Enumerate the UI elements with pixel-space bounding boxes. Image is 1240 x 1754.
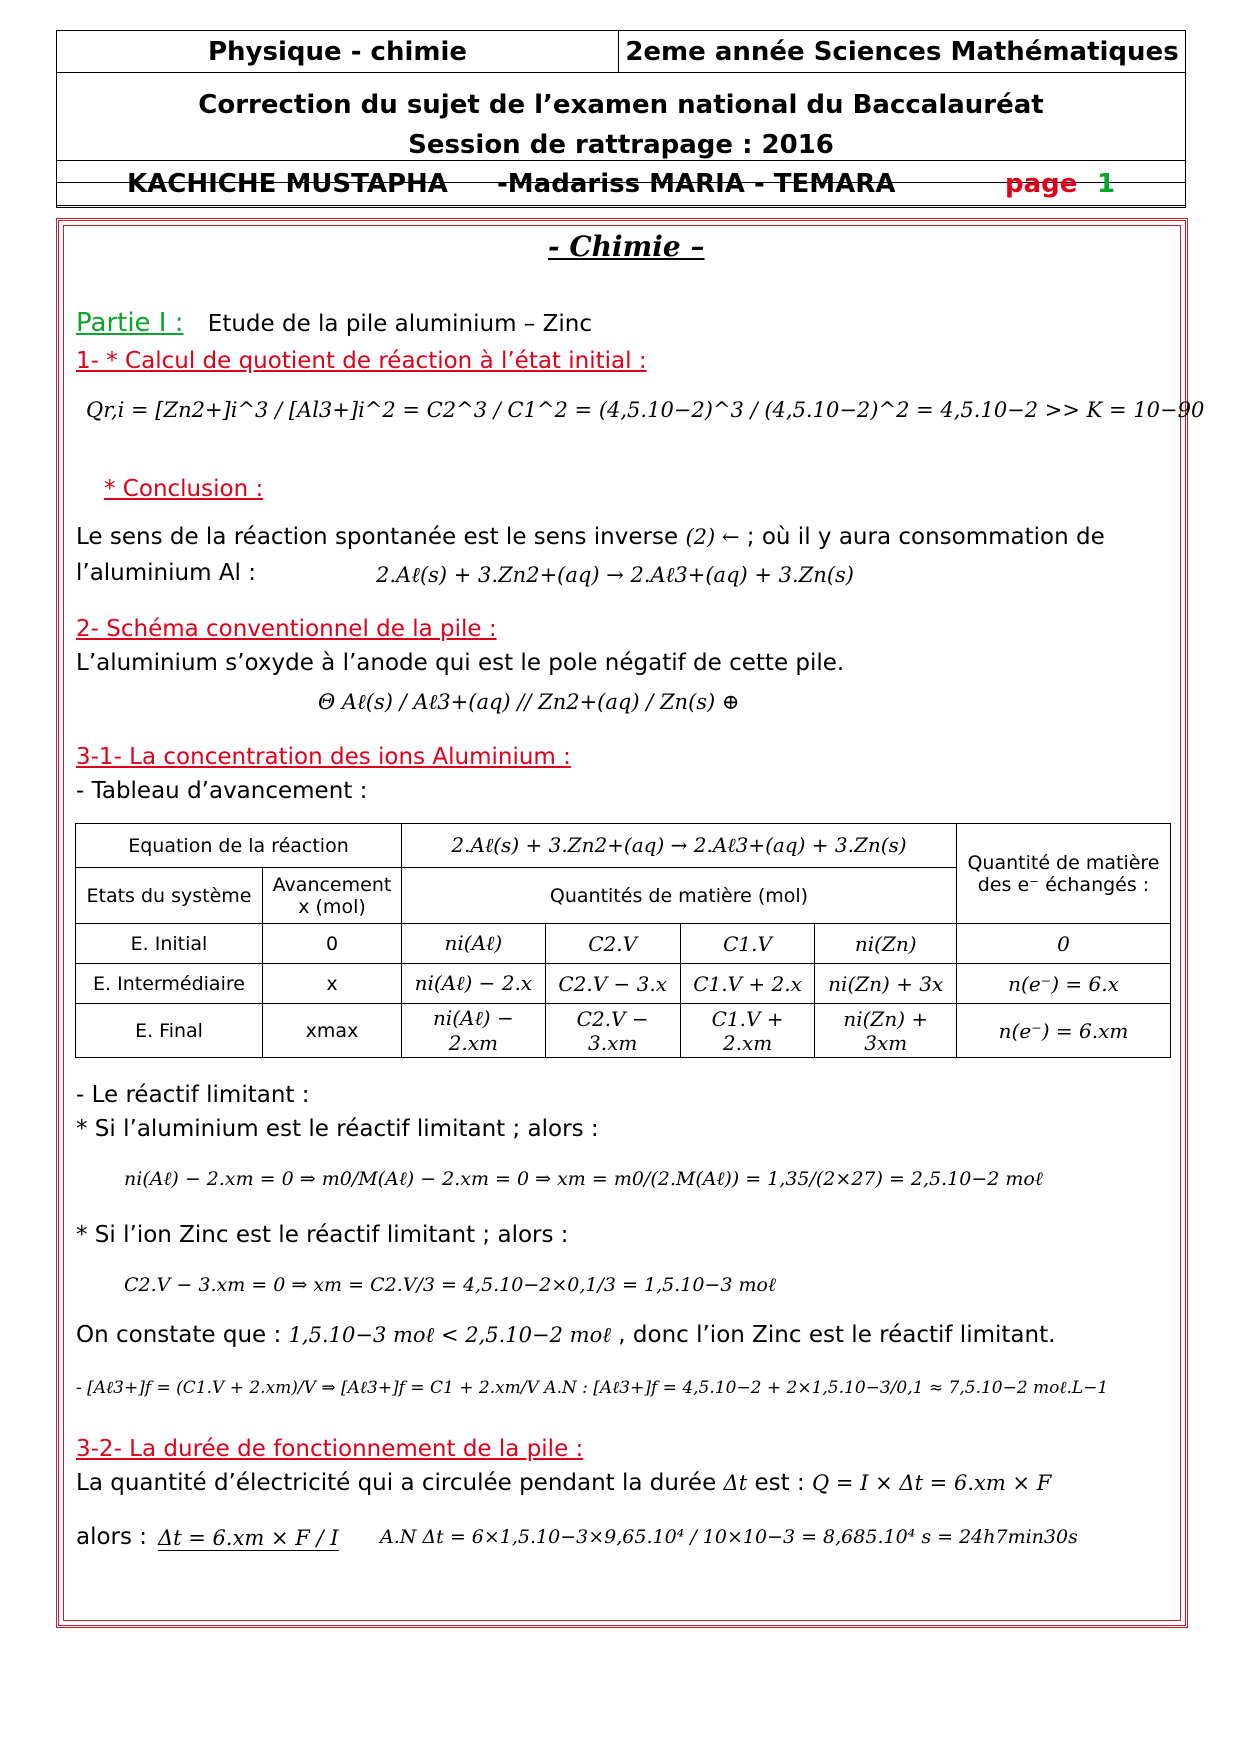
state-cell: E. Intermédiaire <box>76 964 263 1004</box>
conclusion-line <box>76 524 1105 550</box>
page-number: 1 <box>1097 169 1116 199</box>
x-cell: 0 <box>263 924 402 964</box>
eq-label: Equation de la réaction <box>76 824 402 868</box>
table-intro: - Tableau d’avancement : <box>76 778 368 804</box>
limitant-intro: - Le réactif limitant : <box>76 1082 310 1108</box>
zn2-cell: C2.V − 3.x <box>545 964 680 1004</box>
al3-cell: C1.V <box>680 924 815 964</box>
case-al: * Si l’aluminium est le réactif limitant ; alors : <box>76 1116 599 1142</box>
conclusion-text2: ; où il y aura consommation de <box>746 524 1105 550</box>
zn2-cell: C2.V <box>545 924 680 964</box>
state-cell: E. Final <box>76 1004 263 1058</box>
exam-title: Correction du sujet de l’examen national du Baccalauréat <box>198 90 1044 120</box>
table-row <box>76 964 1171 1004</box>
q1-formula: Qr,i = [Zn2+]i^3 / [Al3+]i^2 = C2^3 / C1^2 = (4,5.10−2)^3 / (4,5.10−2)^2 = 4,5.10−2 >> K = 10−90 <box>86 398 1205 422</box>
author: KACHICHE MUSTAPHA <box>127 169 448 199</box>
x-cell: x <box>263 964 402 1004</box>
al3-cell: C1.V + 2.xm <box>680 1004 815 1058</box>
q31-heading: 3-1- La concentration des ions Aluminium : <box>76 744 571 770</box>
pile-schema: Θ Aℓ(s) / Aℓ3+(aq) // Zn2+(aq) / Zn(s) ⊕ <box>318 690 740 714</box>
formula-al: ni(Aℓ) − 2.xm = 0 ⇒ m0/M(Aℓ) − 2.xm = 0 ⇒ xm = m0/(2.M(Aℓ)) = 1,35/(2×27) = 2,5.10−2 moℓ <box>124 1168 1043 1190</box>
formula-concentration: - [Aℓ3+]f = (C1.V + 2.xm)/V ⇒ [Aℓ3+]f = C1 + 2.xm/V A.N : [Aℓ3+]f = 4,5.10−2 + 2×1,5.10−3/0,1 ≈ 7,5.10−2 moℓ.L−1 <box>76 1378 1109 1398</box>
level: 2eme année Sciences Mathématiques <box>625 37 1179 67</box>
e-cell: n(e⁻) = 6.x <box>957 964 1171 1004</box>
advance-label: Avancement x (mol) <box>263 868 402 924</box>
alors-label: alors : <box>76 1524 148 1550</box>
conclusion-text: Le sens de la réaction spontanée est le sens inverse <box>76 524 679 550</box>
q32-text2: est : <box>754 1470 805 1496</box>
e-cell: n(e⁻) = 6.xm <box>957 1004 1171 1058</box>
constat-a: On constate que : <box>76 1322 282 1348</box>
constat-b: , donc l’ion Zinc est le réactif limitant. <box>618 1322 1056 1348</box>
partie-heading <box>76 308 592 338</box>
dt-formula: Δt = 6.xm × F / I <box>158 1526 339 1550</box>
conclusion-heading: * Conclusion : <box>104 476 264 502</box>
dt-numeric: A.N Δt = 6×1,5.10−3×9,65.10⁴ / 10×10−3 = 8,685.10⁴ s = 24h7min30s <box>380 1526 1078 1548</box>
subject: Physique - chimie <box>57 31 619 73</box>
constat-line <box>76 1322 1055 1348</box>
al3-cell: C1.V + 2.x <box>680 964 815 1004</box>
table-row <box>76 924 1171 964</box>
reaction-equation: 2.Aℓ(s) + 3.Zn2+(aq) → 2.Aℓ3+(aq) + 3.Zn(s) <box>376 563 854 587</box>
q1-heading: 1- * Calcul de quotient de réaction à l’état initial : <box>76 348 647 374</box>
zn2-cell: C2.V − 3.xm <box>545 1004 680 1058</box>
electrons-header: Quantité de matière des e⁻ échangés : <box>957 824 1171 924</box>
formula-zn: C2.V − 3.xm = 0 ⇒ xm = C2.V/3 = 4,5.10−2×0,1/3 = 1,5.10−3 moℓ <box>124 1274 776 1296</box>
al-cell: ni(Aℓ) − 2.x <box>402 964 546 1004</box>
table-row <box>76 1004 1171 1058</box>
state-cell: E. Initial <box>76 924 263 964</box>
session: Session de rattrapage : 2016 <box>408 130 834 160</box>
section-title: - Chimie – <box>548 230 705 263</box>
zn-cell: ni(Zn) <box>815 924 957 964</box>
advancement-table <box>75 823 1171 1058</box>
constat-math: 1,5.10−3 moℓ < 2,5.10−2 moℓ <box>288 1323 611 1347</box>
zn-cell: ni(Zn) + 3xm <box>815 1004 957 1058</box>
table-row <box>76 824 1171 868</box>
conclusion-line2: l’aluminium Al : <box>76 560 257 586</box>
x-cell: xmax <box>263 1004 402 1058</box>
q2-heading: 2- Schéma conventionnel de la pile : <box>76 616 497 642</box>
table-equation: 2.Aℓ(s) + 3.Zn2+(aq) → 2.Aℓ3+(aq) + 3.Zn(s) <box>402 824 957 868</box>
school: -Madariss MARIA - TEMARA <box>497 169 896 199</box>
case-zn: * Si l’ion Zinc est le réactif limitant ; alors : <box>76 1222 569 1248</box>
partie-subtitle: Etude de la pile aluminium – Zinc <box>207 311 592 337</box>
al-cell: ni(Aℓ) <box>402 924 546 964</box>
q32-text-line <box>76 1470 1051 1496</box>
states-label: Etats du système <box>76 868 263 924</box>
q32-heading: 3-2- La durée de fonctionnement de la pile : <box>76 1436 584 1462</box>
q32-text: La quantité d’électricité qui a circulée pendant la durée <box>76 1470 717 1496</box>
delta-t: Δt <box>723 1471 748 1495</box>
al-cell: ni(Aℓ) − 2.xm <box>402 1004 546 1058</box>
zn-cell: ni(Zn) + 3x <box>815 964 957 1004</box>
header-author-row <box>56 160 1186 208</box>
q-formula: Q = I × Δt = 6.xm × F <box>812 1471 1052 1495</box>
q2-text: L’aluminium s’oxyde à l’anode qui est le pole négatif de cette pile. <box>76 650 845 676</box>
header-row-subject <box>57 31 1185 73</box>
partie-label: Partie I : <box>76 308 184 338</box>
page-label: page <box>1005 169 1078 199</box>
reverse-arrow: (2) ← <box>685 525 740 549</box>
e-cell: 0 <box>957 924 1171 964</box>
quantities-label: Quantités de matière (mol) <box>402 868 957 924</box>
